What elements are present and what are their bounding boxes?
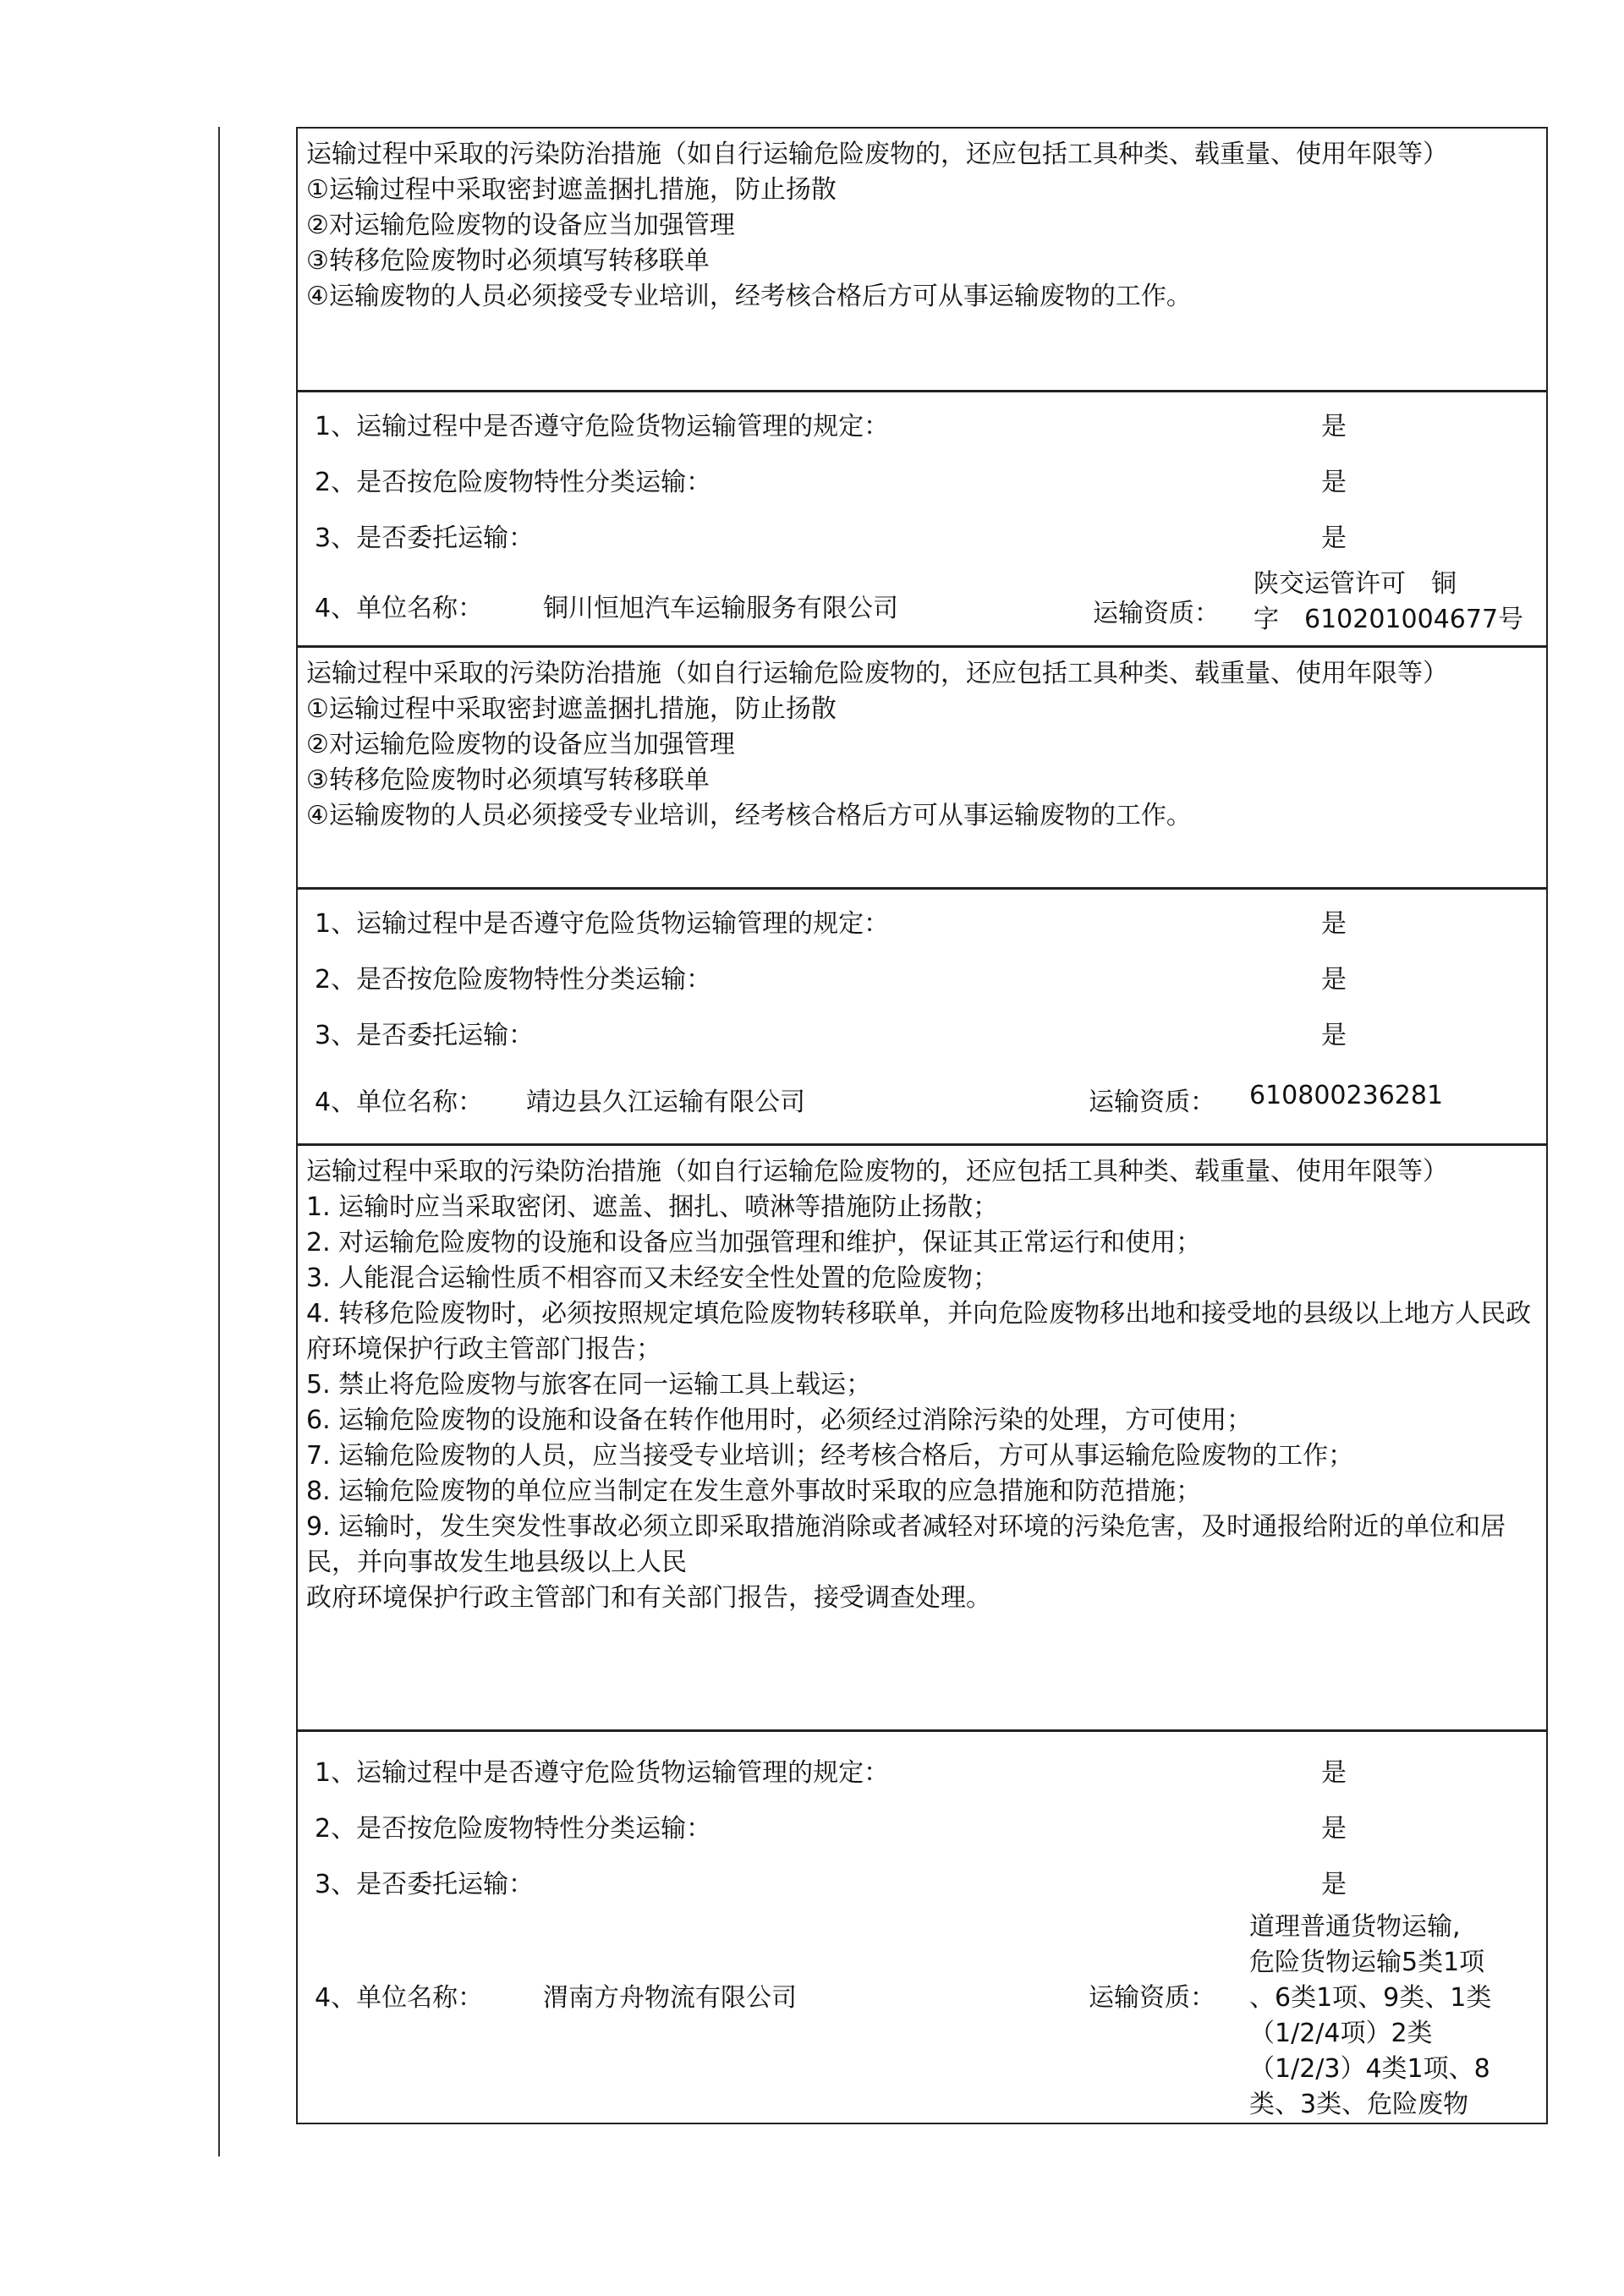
unit-row — [306, 1064, 1538, 1140]
qualification-line: 、6类1项、9类、1类 — [1249, 1983, 1492, 2013]
unit-name: 渭南方舟物流有限公司 — [543, 1983, 797, 2013]
qualification-line: （1/2/4项）2类 — [1249, 2019, 1433, 2048]
measure-item: 1. 运输时应当采取密闭、遮盖、捆扎、喷淋等措施防止扬散； — [306, 1192, 999, 1222]
qualification-line: 字 610201004677号 — [1254, 605, 1524, 634]
answer-text: 是 — [1321, 1870, 1347, 1899]
question-text: 3、是否委托运输： — [315, 1021, 535, 1050]
unit-name: 铜川恒旭汽车运输服务有限公司 — [543, 594, 898, 623]
left-margin-line — [218, 127, 220, 2156]
qa-row — [306, 1801, 1538, 1857]
answer-text: 是 — [1321, 1021, 1347, 1050]
measure-item: ②对运输危险废物的设备应当加强管理 — [306, 211, 735, 240]
answer-text: 是 — [1321, 468, 1347, 497]
qualification-line: 道理普通货物运输, — [1249, 1912, 1461, 1942]
question-text: 3、是否委托运输： — [315, 523, 535, 553]
measure-item: ①运输过程中采取密封遮盖捆扎措施，防止扬散 — [306, 175, 837, 205]
measure-item: ④运输废物的人员必须接受专业培训，经考核合格后方可从事运输废物的工作。 — [306, 801, 1192, 830]
answer-text: 是 — [1321, 523, 1347, 553]
qa-row — [306, 1745, 1538, 1801]
measure-item: 2. 对运输危险废物的设施和设备应当加强管理和维护，保证其正常运行和使用； — [306, 1228, 1202, 1258]
qa-row — [306, 952, 1538, 1008]
question-text: 2、是否按危险废物特性分类运输： — [315, 1814, 712, 1844]
qualification-label: 运输资质： — [1089, 1983, 1215, 2013]
measure-item: 6. 运输危险废物的设施和设备在转作他用时，必须经过消除污染的处理，方可使用； — [306, 1406, 1253, 1435]
qualification-line: 陕交运管许可 铜 — [1254, 569, 1457, 599]
measure-item: ③转移危险废物时必须填写转移联单 — [306, 765, 710, 795]
measure-item: ③转移危险废物时必须填写转移联单 — [306, 246, 710, 276]
qa-block-3 — [298, 1732, 1546, 2123]
answer-text: 是 — [1321, 965, 1347, 995]
qualification-line: （1/2/3）4类1项、8 — [1249, 2054, 1490, 2084]
qualification-label: 运输资质： — [1089, 1088, 1215, 1117]
measure-item: 8. 运输危险废物的单位应当制定在发生意外事故时采取的应急措施和防范措施； — [306, 1477, 1202, 1506]
measure-item: ②对运输危险废物的设备应当加强管理 — [306, 730, 735, 759]
transport-form — [296, 127, 1548, 2124]
unit-name: 靖边县久江运输有限公司 — [526, 1088, 805, 1117]
answer-text: 是 — [1321, 412, 1347, 441]
question-text: 2、是否按危险废物特性分类运输： — [315, 468, 712, 497]
qualification-line: 危险货物运输5类1项 — [1249, 1948, 1485, 1977]
measure-item: 4. 转移危险废物时，必须按照规定填危险废物转移联单，并向危险废物移出地和接受地的县级以上地方人民政府环境保护行政主管部门报告； — [306, 1299, 1532, 1364]
qa-row — [306, 1008, 1538, 1064]
measures-text-1 — [298, 129, 1546, 315]
answer-text: 是 — [1321, 909, 1347, 939]
unit-row — [306, 567, 1538, 643]
measure-item: 9. 运输时，发生突发性事故必须立即采取措施消除或者减轻对环境的污染危害，及时通报给附近的单位和居民，并向事故发生地县级以上人民 — [306, 1512, 1506, 1577]
unit-label: 4、单位名称： — [315, 1088, 484, 1117]
unit-row — [306, 1913, 1538, 2133]
qa-row — [306, 896, 1538, 952]
question-text: 1、运输过程中是否遵守危险货物运输管理的规定： — [315, 412, 890, 441]
qualification-label: 运输资质： — [1093, 599, 1220, 628]
qualification-value — [1254, 567, 1523, 638]
unit-label: 4、单位名称： — [315, 1983, 484, 2013]
unit-label: 4、单位名称： — [315, 594, 484, 623]
question-text: 1、运输过程中是否遵守危险货物运输管理的规定： — [315, 909, 890, 939]
question-text: 2、是否按危险废物特性分类运输： — [315, 965, 712, 995]
qa-block-1 — [298, 392, 1546, 648]
question-text: 3、是否委托运输： — [315, 1870, 535, 1899]
measures-block-1 — [298, 129, 1546, 392]
measure-item: ④运输废物的人员必须接受专业培训，经考核合格后方可从事运输废物的工作。 — [306, 282, 1192, 311]
qa-row — [306, 455, 1538, 511]
measures-text-2 — [298, 648, 1546, 834]
question-text: 1、运输过程中是否遵守危险货物运输管理的规定： — [315, 1758, 890, 1788]
measure-item: 5. 禁止将危险废物与旅客在同一运输工具上载运； — [306, 1370, 872, 1400]
qa-row — [306, 399, 1538, 455]
measures-block-3 — [298, 1146, 1546, 1732]
measure-item: 政府环境保护行政主管部门和有关部门报告，接受调查处理。 — [306, 1583, 991, 1613]
measures-title: 运输过程中采取的污染防治措施（如自行运输危险废物的，还应包括工具种类、载重量、使用年限等） — [306, 659, 1448, 688]
measures-text-3 — [298, 1146, 1546, 1616]
measure-item: 7. 运输危险废物的人员，应当接受专业培训；经考核合格后，方可从事运输危险废物的工作； — [306, 1441, 1354, 1471]
qualification-value: 610800236281 — [1249, 1081, 1444, 1110]
measures-title: 运输过程中采取的污染防治措施（如自行运输危险废物的，还应包括工具种类、载重量、使用年限等） — [306, 140, 1448, 169]
measures-block-2 — [298, 648, 1546, 890]
qa-block-2 — [298, 890, 1546, 1146]
measure-item: ①运输过程中采取密封遮盖捆扎措施，防止扬散 — [306, 694, 837, 724]
qualification-value — [1249, 1910, 1491, 2123]
qualification-line: 类、3类、危险废物 — [1249, 2090, 1469, 2119]
measure-item: 3. 人能混合运输性质不相容而又未经安全性处置的危险废物； — [306, 1263, 999, 1293]
qa-row — [306, 1857, 1538, 1913]
measures-title: 运输过程中采取的污染防治措施（如自行运输危险废物的，还应包括工具种类、载重量、使用年限等） — [306, 1157, 1448, 1186]
answer-text: 是 — [1321, 1814, 1347, 1844]
qa-row — [306, 511, 1538, 567]
answer-text: 是 — [1321, 1758, 1347, 1788]
